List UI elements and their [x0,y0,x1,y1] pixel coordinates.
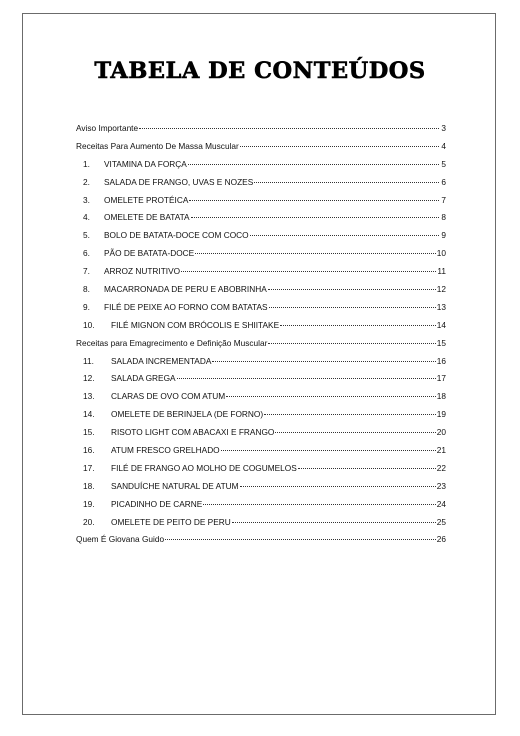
toc-item-entry[interactable] [76,174,446,192]
toc-dot-leader [250,235,439,236]
toc-entry-label: OMELETE DE BERINJELA (DE FORNO) [111,409,264,420]
toc-item-entry[interactable] [76,496,446,514]
toc-entry-label: SALADA INCREMENTADA [111,355,212,366]
toc-item-number: 18. [83,480,95,491]
toc-item-number: 13. [83,391,95,402]
toc-dot-leader [165,539,436,540]
toc-page-number: 20 [436,427,446,438]
toc-item-number: 1. [83,158,90,169]
toc-entry-label: Receitas para Emagrecimento e Definição Muscular [76,337,268,348]
toc-item-number: 17. [83,462,95,473]
toc-section-entry[interactable] [76,120,446,138]
toc-dot-leader [268,343,435,344]
toc-entry-label: SANDUÍCHE NATURAL DE ATUM [111,480,239,491]
toc-dot-leader [177,378,436,379]
toc-item-entry[interactable] [76,299,446,317]
toc-page-number: 5 [441,158,446,169]
toc-page-number: 17 [436,373,446,384]
toc-entry-label: BOLO DE BATATA-DOCE COM COCO [104,230,249,241]
toc-entry-label: Receitas Para Aumento De Massa Muscular [76,140,239,151]
toc-item-entry[interactable] [76,281,446,299]
toc-item-number: 15. [83,427,95,438]
toc-entry-label: VITAMINA DA FORÇA [104,158,187,169]
toc-dot-leader [264,414,436,415]
toc-item-number: 6. [83,248,90,259]
toc-item-entry[interactable] [76,424,446,442]
toc-entry-label: FILÉ DE FRANGO AO MOLHO DE COGUMELOS [111,462,297,473]
toc-entry-label: RISOTO LIGHT COM ABACAXI E FRANGO [111,427,275,438]
toc-entry-label: FILÉ MIGNON COM BRÓCOLIS E SHIITAKE [111,319,280,330]
toc-entry-label: ARROZ NUTRITIVO [104,266,181,277]
toc-item-entry[interactable] [76,388,446,406]
toc-dot-leader [189,200,439,201]
toc-page-number: 7 [441,194,446,205]
toc-item-entry[interactable] [76,192,446,210]
toc-dot-leader [191,217,439,218]
toc-entry-label: FILÉ DE PEIXE AO FORNO COM BATATAS [104,301,268,312]
table-of-contents [76,120,446,549]
toc-page-number: 18 [436,391,446,402]
toc-item-entry[interactable] [76,156,446,174]
toc-item-number: 11. [83,355,94,366]
toc-item-number: 19. [83,498,95,509]
toc-dot-leader [212,361,435,362]
toc-dot-leader [280,325,436,326]
toc-section-entry[interactable] [76,531,446,549]
toc-entry-label: OMELETE PROTÉICA [104,194,189,205]
toc-dot-leader [188,164,439,165]
toc-item-entry[interactable] [76,442,446,460]
toc-item-number: 9. [83,301,90,312]
toc-dot-leader [269,307,436,308]
toc-page-number: 19 [436,409,446,420]
toc-section-entry[interactable] [76,138,446,156]
toc-item-entry[interactable] [76,514,446,532]
toc-item-entry[interactable] [76,317,446,335]
toc-dot-leader [226,396,436,397]
toc-item-entry[interactable] [76,209,446,227]
toc-entry-label: Aviso Importante [76,123,139,133]
toc-entry-label: PICADINHO DE CARNE [111,498,203,509]
toc-item-entry[interactable] [76,460,446,478]
toc-dot-leader [232,522,436,523]
toc-entry-label: OMELETE DE PEITO DE PERU [111,516,231,527]
toc-dot-leader [268,289,436,290]
toc-item-number: 16. [83,445,95,456]
toc-item-entry[interactable] [76,478,446,496]
toc-item-number: 7. [83,266,90,277]
toc-section-entry[interactable] [76,335,446,353]
toc-item-number: 3. [83,194,90,205]
toc-entry-label: Quem É Giovana Guido [76,534,165,545]
toc-page-number: 14 [436,319,446,330]
toc-item-number: 2. [83,176,90,187]
toc-page-number: 10 [436,248,446,259]
toc-entry-label: OMELETE DE BATATA [104,212,190,223]
toc-entry-label: CLARAS DE OVO COM ATUM [111,391,226,402]
toc-item-number: 10. [83,319,95,330]
toc-page-number: 21 [436,445,446,456]
toc-page-number: 13 [436,301,446,312]
page-title: TABELA DE CONTEÚDOS [94,58,426,84]
toc-dot-leader [181,271,436,272]
toc-page-number: 8 [441,212,446,223]
toc-page-number: 26 [436,534,446,545]
toc-page-number: 3 [441,123,446,133]
toc-item-number: 4. [83,212,90,223]
toc-page-number: 25 [436,516,446,527]
toc-entry-label: PÃO DE BATATA-DOCE [104,248,195,259]
toc-page-number: 9 [441,230,446,241]
toc-dot-leader [203,504,435,505]
toc-page-number: 22 [436,462,446,473]
toc-page-number: 12 [436,284,446,295]
toc-entry-label: MACARRONADA DE PERU E ABOBRINHA [104,284,267,295]
toc-item-number: 20. [83,516,95,527]
toc-item-number: 12. [83,373,95,384]
toc-item-number: 5. [83,230,90,241]
toc-page-number: 23 [436,480,446,491]
toc-dot-leader [275,432,435,433]
toc-dot-leader [254,182,439,183]
toc-page-number: 16 [436,355,446,366]
toc-dot-leader [195,253,436,254]
toc-page-number: 4 [441,140,446,151]
toc-page-number: 15 [436,337,446,348]
toc-dot-leader [298,468,436,469]
toc-item-entry[interactable] [76,353,446,371]
toc-dot-leader [139,128,439,129]
toc-page-number: 11 [437,266,446,277]
toc-entry-label: SALADA GREGA [111,373,176,384]
toc-item-entry[interactable] [76,245,446,263]
toc-page-number: 24 [436,498,446,509]
toc-item-entry[interactable] [76,227,446,245]
toc-item-entry[interactable] [76,263,446,281]
toc-page-number: 6 [441,176,446,187]
toc-entry-label: ATUM FRESCO GRELHADO [111,445,220,456]
toc-item-entry[interactable] [76,406,446,424]
toc-dot-leader [240,486,436,487]
toc-item-number: 14. [83,409,95,420]
toc-entry-label: SALADA DE FRANGO, UVAS E NOZES [104,176,254,187]
toc-item-number: 8. [83,284,90,295]
toc-dot-leader [240,146,439,147]
toc-dot-leader [221,450,436,451]
toc-item-entry[interactable] [76,370,446,388]
